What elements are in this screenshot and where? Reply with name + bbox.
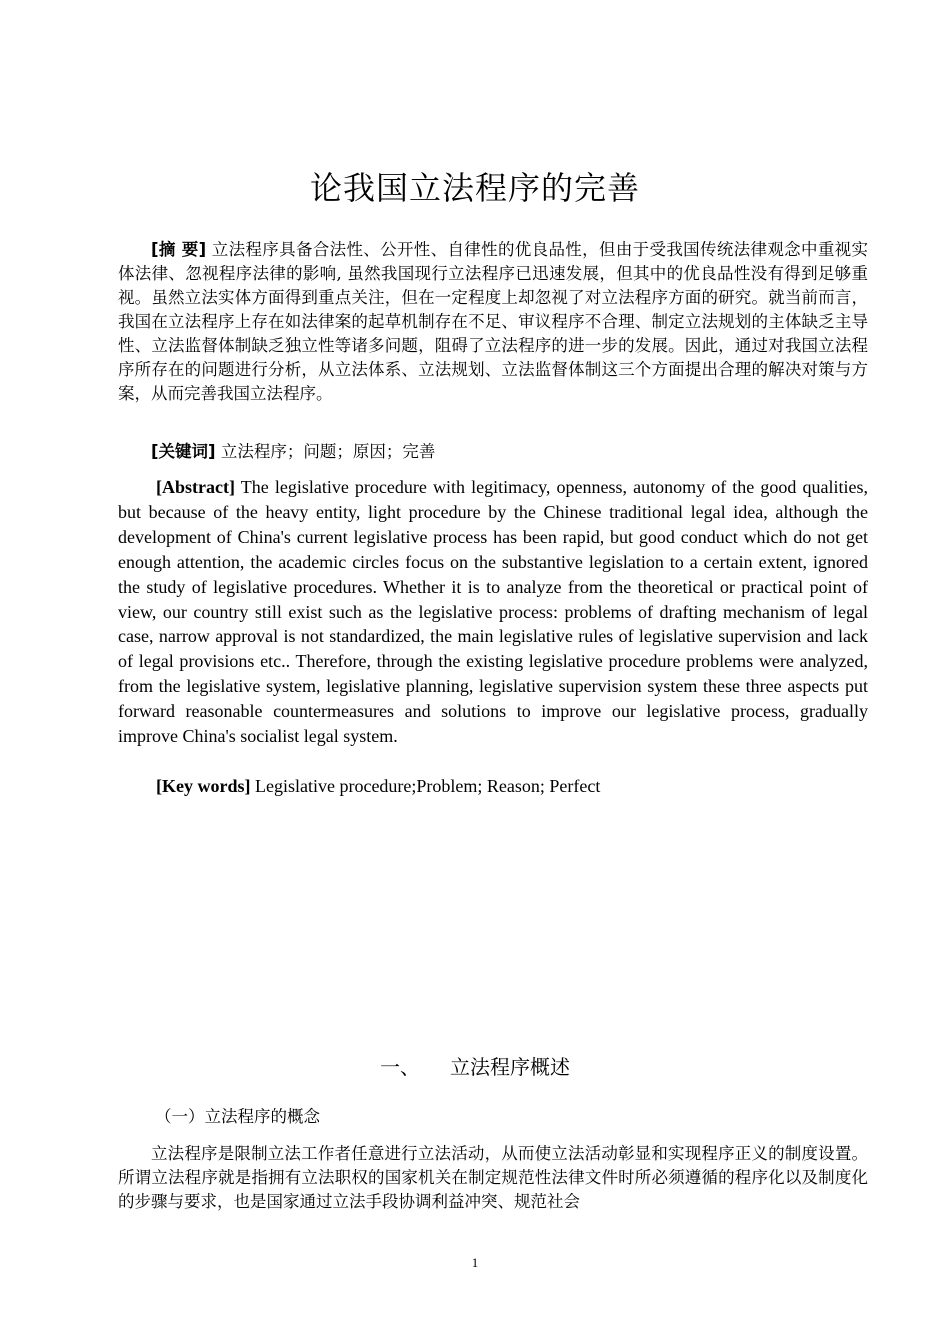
section-title: 立法程序概述 xyxy=(450,1055,570,1079)
keywords-cn-paragraph xyxy=(118,440,868,464)
keywords-en-paragraph xyxy=(118,774,868,799)
section-number: 一、 xyxy=(380,1055,420,1079)
document-title: 论我国立法程序的完善 xyxy=(309,169,640,207)
keywords-cn-label: [关键词] xyxy=(151,442,216,461)
page-number: 1 xyxy=(471,1255,479,1270)
keywords-cn-text: 立法程序；问题；原因；完善 xyxy=(220,442,436,461)
keywords-en-label: [Key words] xyxy=(156,776,251,796)
abstract-cn-label: [摘 要] xyxy=(151,240,207,259)
keywords-en-text: Legislative procedure;Problem; Reason; Perfect xyxy=(254,776,601,796)
abstract-en-text: The legislative procedure with legitimacy, openness, autonomy of the good qualities, but because of the heavy entity, light procedure by the Chinese traditional legal idea, although the development of China's current legislative process has been rapid, but good conduct which do not get enough attention, the academic circles focus on the substantive legislation to a certain extent, ignored the study of legislative procedures. Whether it is to analyze from the theoretical or practical point of view, our country still exist such as the legislative process: problems of drafting mechanism of legal case, narrow approval is not standardized, the main legislative rules of legislative supervision and lack of legal provisions etc.. Therefore, through the existing legislative procedure problems were analyzed, from the legislative system, legislative planning, legislative supervision system these three aspects put forward reasonable countermeasures and solutions to improve our legislative process, gradually improve China's socialist legal system. xyxy=(118,477,868,747)
abstract-en-label: [Abstract] xyxy=(156,477,235,497)
body-paragraph: 立法程序是限制立法工作者任意进行立法活动，从而使立法活动彰显和实现程序正义的制度设置。所谓立法程序就是指拥有立法职权的国家机关在制定规范性法律文件时所必须遵循的程序化以及制度化的步骤与要求，也是国家通过立法手段协调利益冲突、规范社会 xyxy=(118,1144,868,1211)
abstract-en-paragraph xyxy=(118,475,868,749)
section-heading xyxy=(0,1052,950,1082)
abstract-cn-text: 立法程序具备合法性、公开性、自律性的优良品性，但由于受我国传统法律观念中重视实体法律、忽视程序法律的影响, 虽然我国现行立法程序已迅速发展，但其中的优良品性没有得到足够重视。虽然立法实体方面得到重点关注，但在一定程度上却忽视了对立法程序方面的研究。就当前而言，我国在立法程序上存在如法律案的起草机制存在不足、审议程序不合理、制定立法规划的主体缺乏主导性、立法监督体制缺乏独立性等诸多问题，阻碍了立法程序的进一步的发展。因此，通过对我国立法程序所存在的问题进行分析，从立法体系、立法规划、立法监督体制这三个方面提出合理的解决对策与方案，从而完善我国立法程序。 xyxy=(118,240,869,403)
subsection-heading: （一）立法程序的概念 xyxy=(155,1107,320,1126)
abstract-cn-paragraph xyxy=(118,238,868,406)
